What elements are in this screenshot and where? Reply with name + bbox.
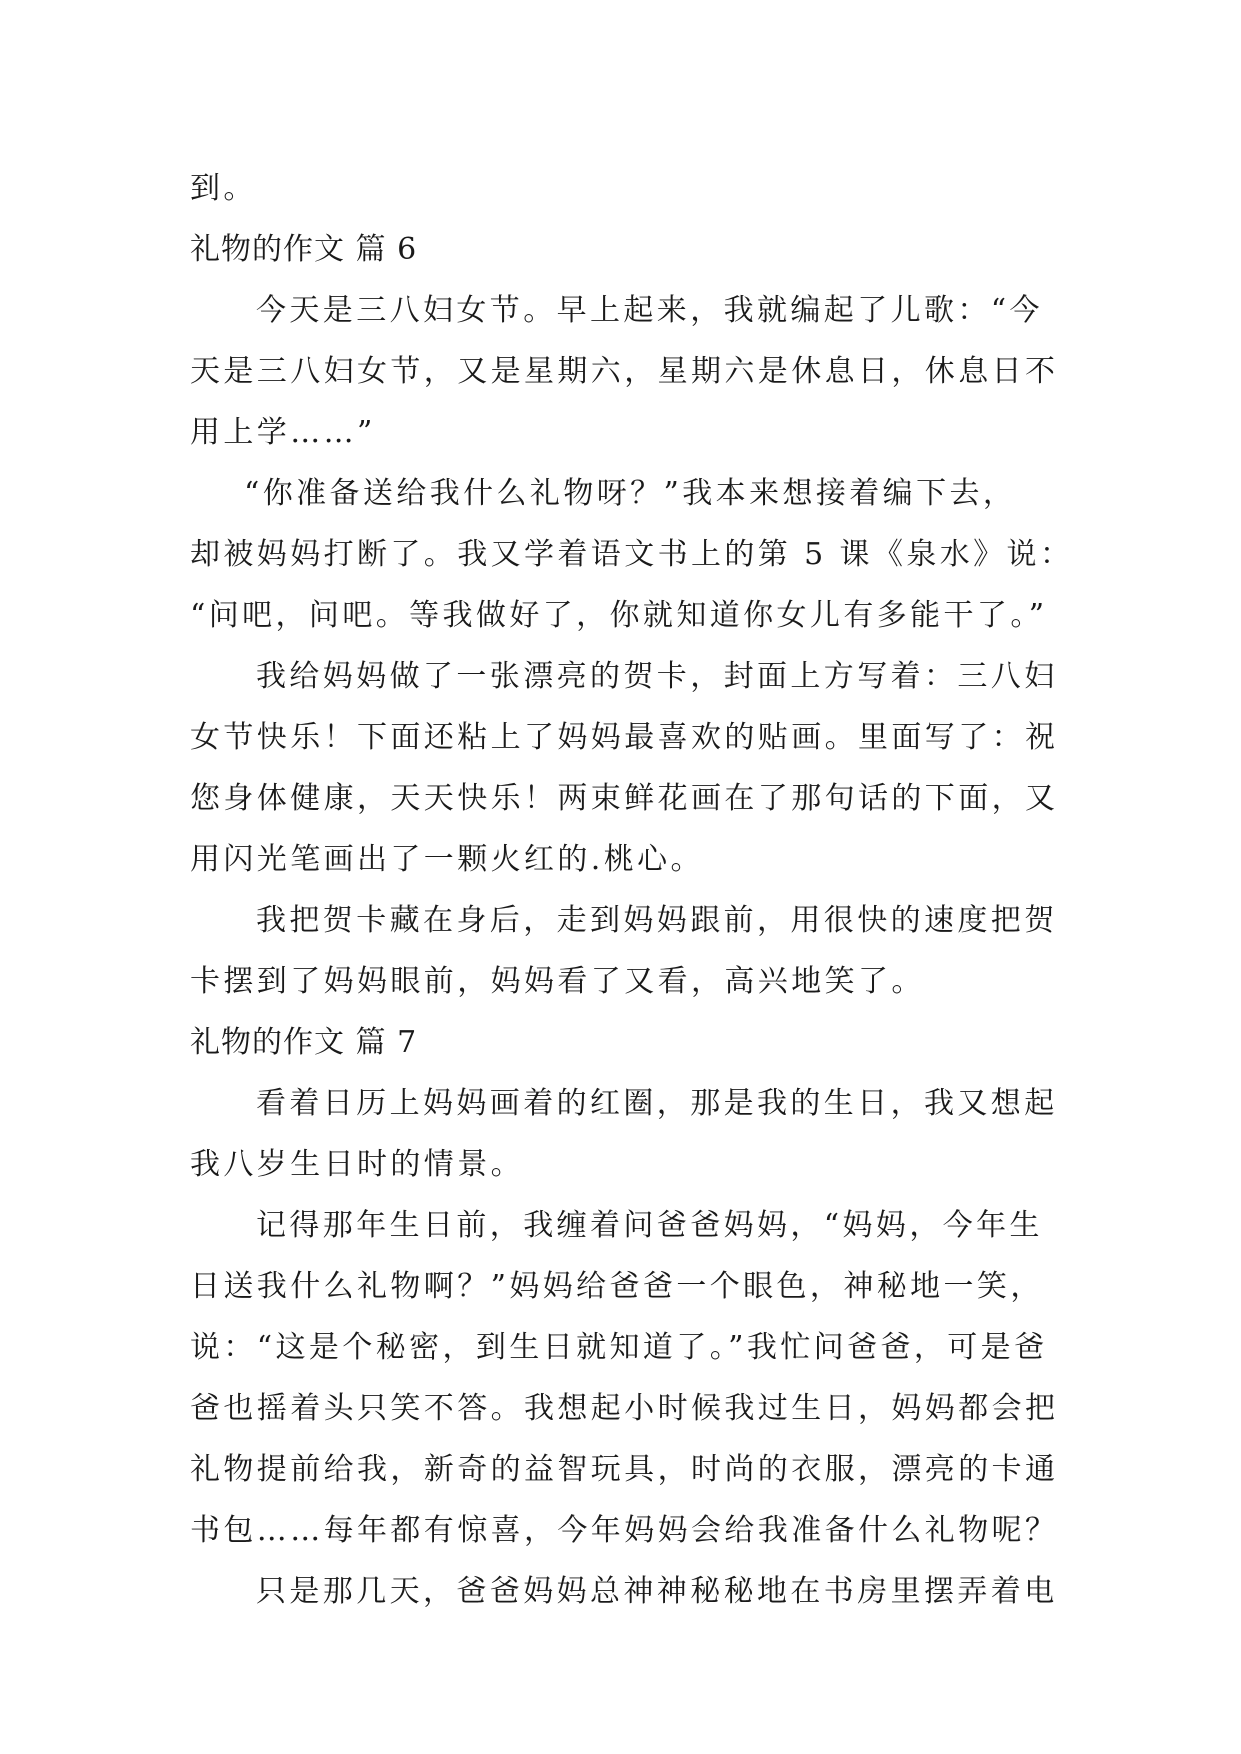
text-line: 到。 (190, 171, 257, 206)
paragraph-line: “你准备送给我什么礼物呀？”我本来想接着编下去， (244, 476, 1017, 511)
paragraph-line: 卡摆到了妈妈眼前，妈妈看了又看，高兴地笑了。 (190, 964, 925, 999)
paragraph-line: 却被妈妈打断了。我又学着语文书上的第 5 课《泉水》说： (190, 537, 1074, 572)
paragraph-line: 用上学……” (190, 415, 376, 450)
paragraph-line: 用闪光笔画出了一颗火红的.桃心。 (190, 842, 704, 877)
paragraph-line: 记得那年生日前，我缠着问爸爸妈妈，“妈妈，今年生 (256, 1208, 1043, 1243)
paragraph-line: 我八岁生日时的情景。 (190, 1147, 524, 1182)
document-body (190, 158, 1074, 1622)
section-heading-6: 礼物的作文 篇 6 (190, 232, 418, 267)
paragraph-line: 爸也摇着头只笑不答。我想起小时候我过生日，妈妈都会把 (190, 1391, 1059, 1426)
paragraph-line: 日送我什么礼物啊？”妈妈给爸爸一个眼色，神秘地一笑， (190, 1269, 1044, 1304)
paragraph-line: 我把贺卡藏在身后，走到妈妈跟前，用很快的速度把贺 (256, 903, 1058, 938)
paragraph-line: 女节快乐！下面还粘上了妈妈最喜欢的贴画。里面写了：祝 (190, 720, 1059, 755)
paragraph-line: 说：“这是个秘密，到生日就知道了。”我忙问爸爸，可是爸 (190, 1330, 1048, 1365)
paragraph-line: 我给妈妈做了一张漂亮的贺卡，封面上方写着：三八妇 (256, 659, 1058, 694)
paragraph-line: 看着日历上妈妈画着的红圈，那是我的生日，我又想起 (256, 1086, 1058, 1121)
paragraph-line: 书包……每年都有惊喜，今年妈妈会给我准备什么礼物呢？ (190, 1513, 1059, 1548)
section-heading-7: 礼物的作文 篇 7 (190, 1025, 418, 1060)
paragraph-line: 天是三八妇女节，又是星期六，星期六是休息日，休息日不 (190, 354, 1059, 389)
paragraph-line: 只是那几天，爸爸妈妈总神神秘秘地在书房里摆弄着电 (256, 1574, 1058, 1609)
paragraph-line: 您身体健康，天天快乐！两束鲜花画在了那句话的下面，又 (190, 781, 1059, 816)
paragraph-line: “问吧，问吧。等我做好了，你就知道你女儿有多能干了。” (190, 598, 1048, 633)
paragraph-line: 今天是三八妇女节。早上起来，我就编起了儿歌：“今 (256, 293, 1043, 328)
paragraph-line: 礼物提前给我，新奇的益智玩具，时尚的衣服，漂亮的卡通 (190, 1452, 1059, 1487)
